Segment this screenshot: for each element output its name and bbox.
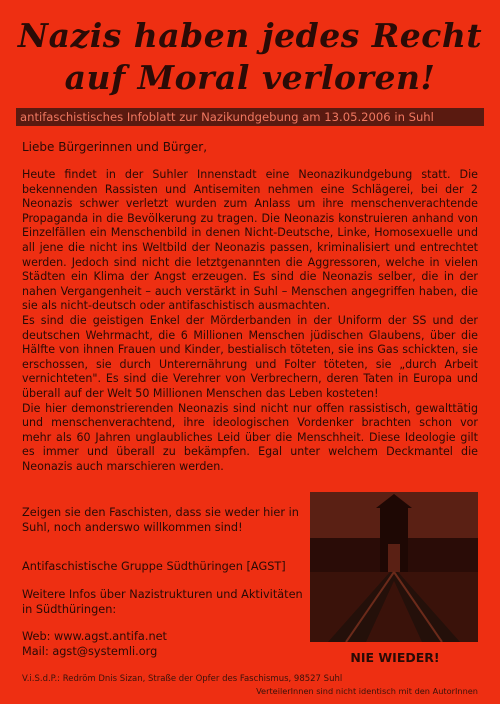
group-name: Antifaschistische Gruppe Südthüringen [AGST] (22, 560, 286, 573)
headline-line-2: auf Moral verloren! (64, 58, 436, 97)
memorial-gate-photo (310, 492, 478, 642)
gate-illustration (310, 492, 478, 642)
callout-text: Zeigen sie den Faschisten, dass sie weder hier in Suhl, noch anderswo willkommen sind! (22, 506, 299, 534)
mail-link[interactable]: Mail: agst@systemli.org (22, 644, 158, 658)
banner-text: antifaschistisches Infoblatt zur Nazikundgebung am 13.05.2006 in Suhl (20, 110, 434, 124)
info-banner (16, 108, 484, 126)
body-text (22, 168, 478, 474)
headline-line-1: Nazis haben jedes Recht (17, 16, 483, 55)
greeting: Liebe Bürgerinnen und Bürger, (22, 140, 208, 154)
paragraph: Es sind die geistigen Enkel der Mörderbanden in der Uniform der SS und der deutschen Wehrmacht, die 6 Millionen Menschen jüdischen Glaubens, über die Hälfte von ihnen Frauen und Kinder, bestialisch töteten, sie ins Gas schickten, sie erschossen, sie durch Unterernährung und Folter töteten, sie „durch Arbeit vernichteten". Es sind die Verehrer von Verbrechern, deren Taten in Europa und überall auf der Welt 50 Millionen Menschen das Leben kosteten! (22, 313, 478, 400)
info-text: Weitere Infos über Nazistrukturen und Aktivitäten in Südthüringen: (22, 588, 303, 616)
distributor-disclaimer: VerteilerInnen sind nicht identisch mit den AutorInnen (256, 686, 478, 696)
web-link[interactable]: Web: www.agst.antifa.net (22, 630, 167, 643)
paragraph: Heute findet in der Suhler Innenstadt eine Neonazikundgebung statt. Die bekennenden Rassisten und Antisemiten nehmen eine Schlägerei, bei der 2 Neonazis schwer verletzt wurden zum Anlass um ihre menschenverachtende Propaganda in die Bevölkerung zu tragen. Die Neonazis konstruieren anhand von Einzelfällen ein Menschenbild in denen Nicht-Deutsche, Linke, Homosexuelle und all jene die nicht ins Weltbild der Neonazis passen, kriminalisiert und entrechtet werden. Jedoch sind nicht die letztgenannten die Aggressoren, welche in vielen Städten ein Klima der Angst erzeugen. Es sind die Neonazis selber, die in der nahen Vergangenheit – auch verstärkt in Suhl – Menschen angegriffen haben, die sie als nicht-deutsch oder antifaschistisch ausmachten. (22, 168, 478, 313)
motto-caption: NIE WIEDER! (350, 650, 440, 665)
paragraph: Die hier demonstrierenden Neonazis sind nicht nur offen rassistisch, gewalttätig und menschenverachtend, ihre ideologischen Vordenker brachten schon vor mehr als 60 Jahren unglaubliches Leid über die Menschheit. Diese Ideologie gilt es immer und überall zu bekämpfen. Egal unter welchem Deckmantel die Neonazis auch marschieren werden. (22, 401, 478, 473)
contact-block (22, 630, 312, 659)
legal-notice: V.i.S.d.P.: Redröm Dnis Sizan, Straße der Opfer des Faschismus, 98527 Suhl (22, 674, 343, 684)
